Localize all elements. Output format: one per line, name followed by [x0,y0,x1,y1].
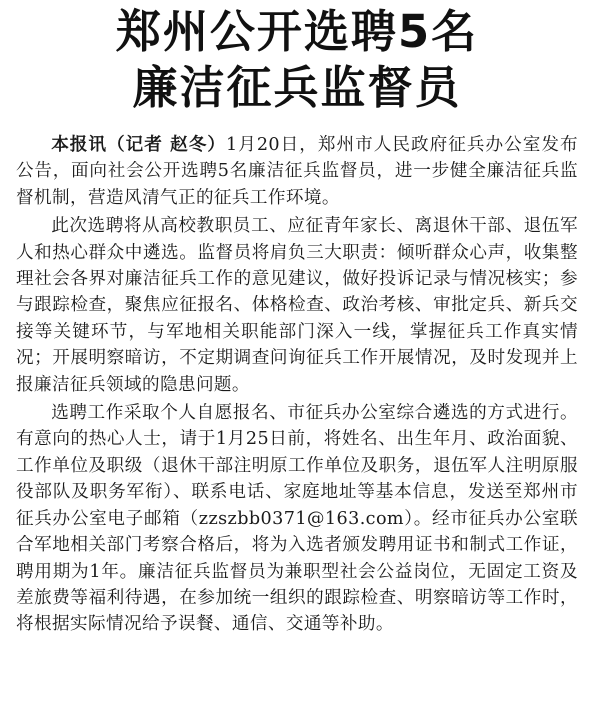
paragraph-1-text: 1月20日，郑州市人民政府征兵办公室发布公告，面向社会公开选聘5名廉洁征兵监督员，进一步健全廉洁征兵监督机制，营造风清气正的征兵工作环境。 [16,135,578,208]
headline [16,4,578,116]
article-paragraph-1 [16,132,578,211]
dateline-lead: 本报讯（记者 赵冬） [51,135,226,155]
article-paragraph-2: 此次选聘将从高校教职员工、应征青年家长、离退休干部、退伍军人和热心群众中遴选。监督员将肩负三大职责：倾听群众心声，收集整理社会各界对廉洁征兵工作的意见建议，做好投诉记录与情况核实；参与跟踪检查，聚焦应征报名、体格检查、政治考核、审批定兵、新兵交接等关键环节，与军地相关职能部门深入一线，掌握征兵工作真实情况；开展明察暗访，不定期调查问询征兵工作开展情况，及时发现并上报廉洁征兵领域的隐患问题。 [16,216,578,395]
article-paragraph-3: 选聘工作采取个人自愿报名、市征兵办公室综合遴选的方式进行。有意向的热心人士，请于1月25日前，将姓名、出生年月、政治面貌、工作单位及职级（退休干部注明原工作单位及职务，退伍军人注明原服役部队及职务军衔）、联系电话、家庭地址等基本信息，发送至郑州市征兵办公室电子邮箱（zzszbb0371@163.com）。经市征兵办公室联合军地相关部门考察合格后，将为入选者颁发聘用证书和制式工作证，聘用期为1年。廉洁征兵监督员为兼职型社会公益岗位，无固定工资及差旅费等福利待遇，在参加统一组织的跟踪检查、明察暗访等工作时，将根据实际情况给予误餐、通信、交通等补助。 [16,403,578,635]
headline-line-1: 郑州公开选聘5名 [115,5,479,58]
article-body [16,132,578,638]
headline-line-2: 廉洁征兵监督员 [132,61,462,114]
